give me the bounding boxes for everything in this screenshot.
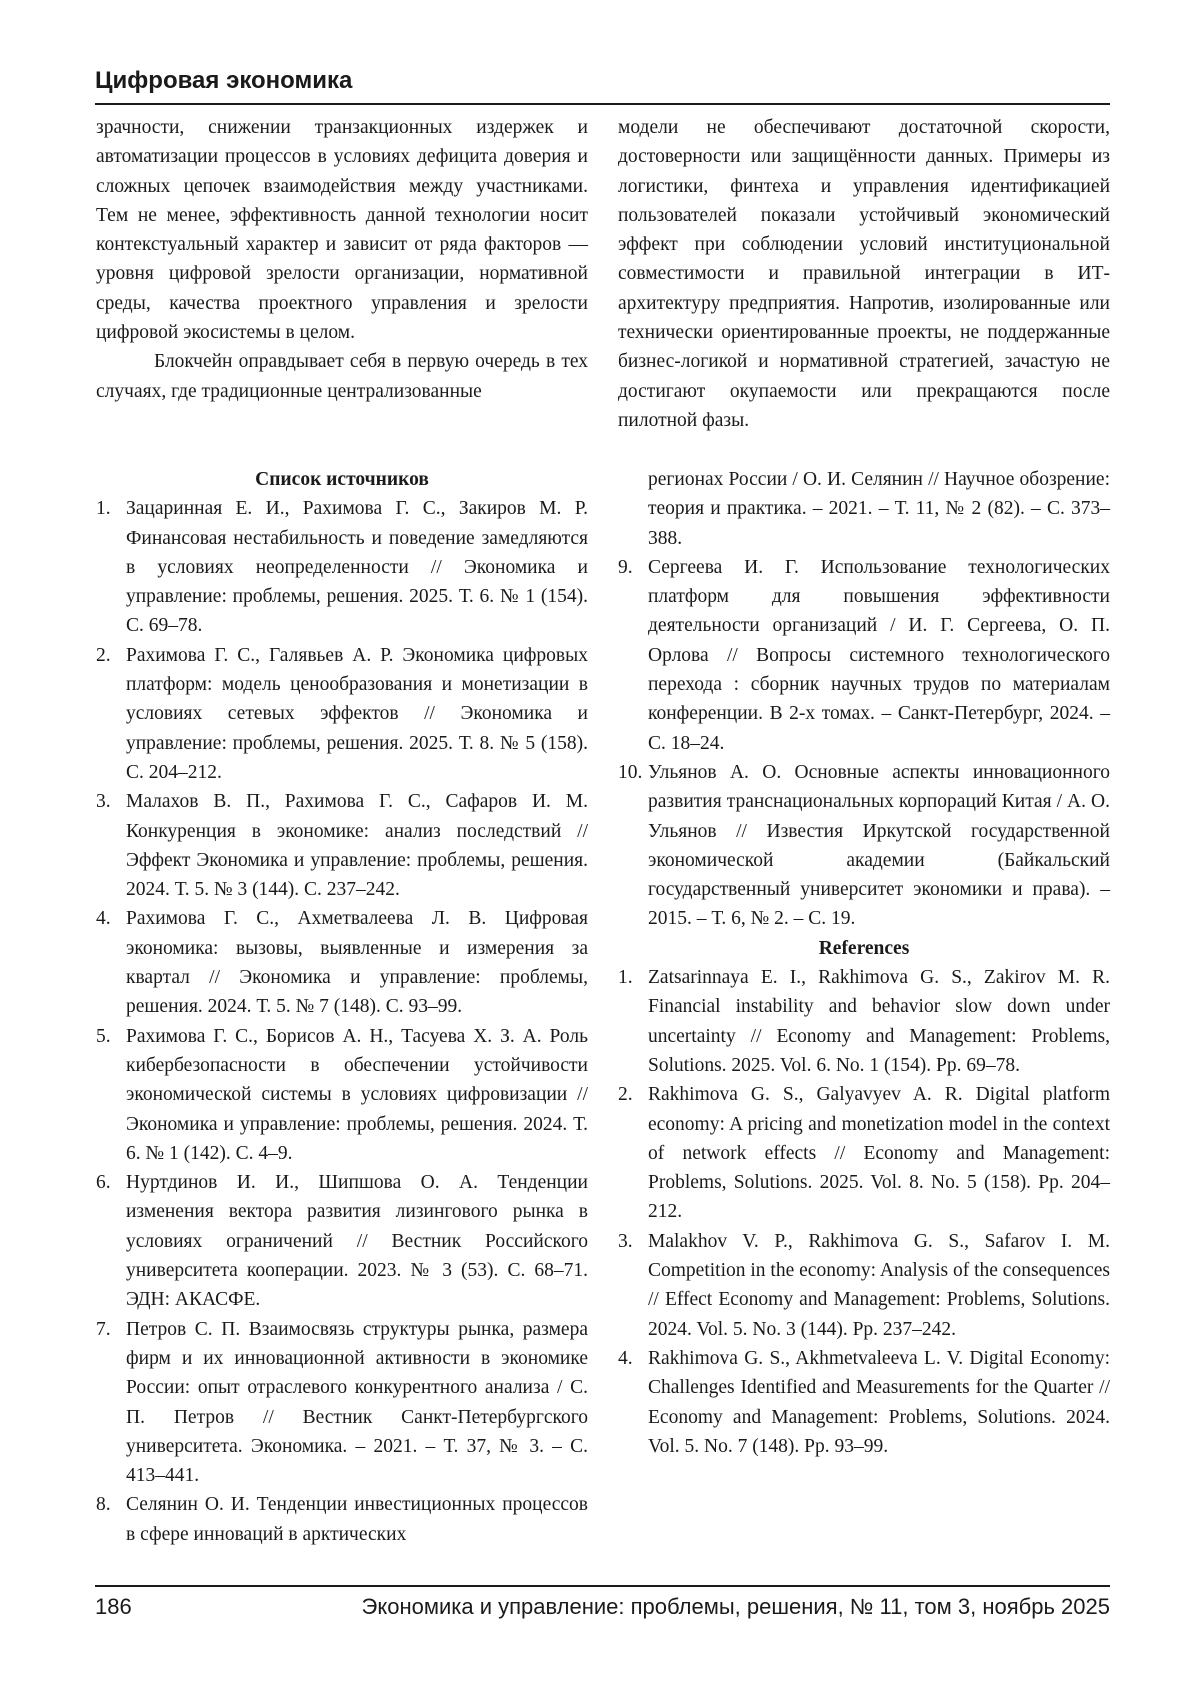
source-text: Рахимова Г. С., Галявьев А. Р. Экономика цифровых платформ: модель ценообразования и монетизации в условиях сетевых эффектов // Экономика и управление: проблемы, решения. 2025. Т. 8. № 5 (158). С. 204–212. (126, 644, 588, 783)
source-item (96, 1022, 588, 1168)
reference-item (618, 1080, 1110, 1226)
header-rule (95, 103, 1110, 105)
source-number: 1. (96, 498, 111, 520)
sources-right-column (618, 465, 1110, 1461)
source-text: Малахов В. П., Рахимова Г. С., Сафаров И. М. Конкуренция в экономике: анализ последствий // Эффект Экономика и управление: проблемы, решения. 2024. Т. 5. № 3 (144). С. 237–242. (126, 791, 588, 901)
source-item-continued (618, 465, 1110, 553)
reference-item (618, 963, 1110, 1080)
source-text: Зацаринная Е. И., Рахимова Г. С., Закиров М. Р. Финансовая нестабильность и поведение замедляются в условиях неопределенности // Экономика и управление: проблемы, решения. 2025. Т. 6. № 1 (154). С. 69–78. (126, 498, 588, 637)
source-text: регионах России / О. И. Селянин // Научное обозрение: теория и практика. – 2021. – Т. 11, № 2 (82). – С. 373–388. (648, 469, 1110, 549)
journal-footer: Экономика и управление: проблемы, решения, № 11, том 3, ноябрь 2025 (361, 1594, 1110, 1619)
source-item (96, 1168, 588, 1314)
running-head: Цифровая экономика (95, 67, 353, 94)
source-item (96, 1490, 588, 1549)
reference-number: 2. (618, 1084, 633, 1106)
source-number: 4. (96, 908, 111, 930)
source-text: Сергеева И. Г. Использование технологических платформ для повышения эффективности деятельности организаций / И. Г. Сергеева, О. П. Орлова // Вопросы системного технологического перехода : сборник научных трудов по материалам конференции. В 2-х томах. – Санкт-Петербург, 2024. – С. 18–24. (648, 556, 1110, 754)
reference-number: 1. (618, 967, 633, 989)
reference-text: Zatsarinnaya E. I., Rakhimova G. S., Zakirov M. R. Financial instability and behavior slow down under uncertainty // Economy and Management: Problems, Solutions. 2025. Vol. 6. No. 1 (154). Pp. 69–78. (648, 967, 1110, 1076)
source-number: 7. (96, 1318, 111, 1340)
source-text: Петров С. П. Взаимосвязь структуры рынка, размера фирм и их инновационной активности в экономике России: опыт отраслевого конкурентного анализа / С. П. Петров // Вестник Санкт-Петербургского университета. Экономика. – 2021. – Т. 37, № 3. – С. 413–441. (126, 1318, 588, 1487)
source-number: 2. (96, 644, 111, 666)
sources-title: Список источников (255, 469, 429, 490)
source-item (618, 553, 1110, 758)
source-item (96, 1315, 588, 1491)
footer-rule (95, 1585, 1110, 1587)
source-text: Рахимова Г. С., Ахметвалеева Л. В. Цифровая экономика: вызовы, выявленные и измерения за квартал // Экономика и управление: проблемы, решения. 2024. Т. 5. № 7 (148). С. 93–99. (126, 908, 588, 1018)
source-item (96, 904, 588, 1021)
body-left-column (96, 113, 588, 406)
reference-item (618, 1344, 1110, 1461)
source-number: 6. (96, 1172, 111, 1194)
reference-text: Rakhimova G. S., Akhmetvaleeva L. V. Digital Economy: Challenges Identified and Measurements for the Quarter // Economy and Management: Problems, Solutions. 2024. Vol. 5. No. 7 (148). Pp. 93–99. (648, 1347, 1110, 1457)
source-item (96, 641, 588, 787)
source-item (618, 758, 1110, 934)
source-item (96, 494, 588, 640)
source-number: 9. (618, 556, 633, 578)
source-number: 5. (96, 1025, 111, 1047)
source-text: Рахимова Г. С., Борисов А. Н., Тасуева Х. З. А. Роль кибербезопасности в обеспечении устойчивости экономической системы в условиях цифровизации // Экономика и управление: проблемы, решения. 2024. Т. 6. № 1 (142). С. 4–9. (126, 1025, 588, 1164)
page-number: 186 (95, 1594, 132, 1619)
body-paragraph: зрачности, снижении транзакционных издержек и автоматизации процессов в условиях дефицита доверия и сложных цепочек взаимодействия между участниками. Тем не менее, эффективность данной технологии носит контекстуальный характер и зависит от ряда факторов — уровня цифровой зрелости организации, нормативной среды, качества проектного управления и зрелости цифровой экосистемы в целом. (96, 117, 588, 344)
source-number: 8. (96, 1494, 111, 1516)
reference-number: 4. (618, 1347, 633, 1369)
source-number: 3. (96, 791, 111, 813)
reference-number: 3. (618, 1230, 633, 1252)
reference-text: Rakhimova G. S., Galyavyev A. R. Digital platform economy: A pricing and monetization model in the context of network effects // Economy and Management: Problems, Solutions. 2025. Vol. 8. No. 5 (158). Pp. 204–212. (648, 1084, 1110, 1223)
body-right-column (618, 113, 1110, 435)
source-text: Нуртдинов И. И., Шипшова О. А. Тенденции изменения вектора развития лизингового рынка в условиях ограничений // Вестник Российского университета кооперации. 2023. № 3 (53). С. 68–71. ЭДН: АКАСФЕ. (126, 1172, 588, 1311)
sources-left-column (96, 465, 588, 1549)
source-item (96, 787, 588, 904)
source-text: Ульянов А. О. Основные аспекты инновационного развития транснациональных корпораций Китая / А. О. Ульянов // Известия Иркутской государственной экономической академии (Байкальский государственный университет экономики и права). – 2015. – Т. 6, № 2. – С. 19. (648, 761, 1110, 930)
body-paragraph: Блокчейн оправдывает себя в первую очередь в тех случаях, где традиционные централизованные (96, 351, 588, 402)
source-text: Селянин О. И. Тенденции инвестиционных процессов в сфере инноваций в арктических (126, 1494, 588, 1545)
references-title: References (818, 937, 910, 959)
source-number: 10. (618, 761, 643, 783)
body-paragraph: модели не обеспечивают достаточной скорости, достоверности или защищённости данных. Примеры из логистики, финтеха и управления идентификацией пользователей показали устойчивый экономический эффект при соблюдении условий институциональной совместимости и правильной интеграции в ИТ-архитектуру предприятия. Напротив, изолированные или технически ориентированные проекты, не поддержанные бизнес-логикой и нормативной стратегией, зачастую не достигают окупаемости или прекращаются после пилотной фазы. (618, 117, 1110, 431)
reference-text: Malakhov V. P., Rakhimova G. S., Safarov I. M. Competition in the economy: Analysis of the consequences // Effect Economy and Management: Problems, Solutions. 2024. Vol. 5. No. 3 (144). Pp. 237–242. (648, 1230, 1110, 1340)
reference-item (618, 1227, 1110, 1344)
